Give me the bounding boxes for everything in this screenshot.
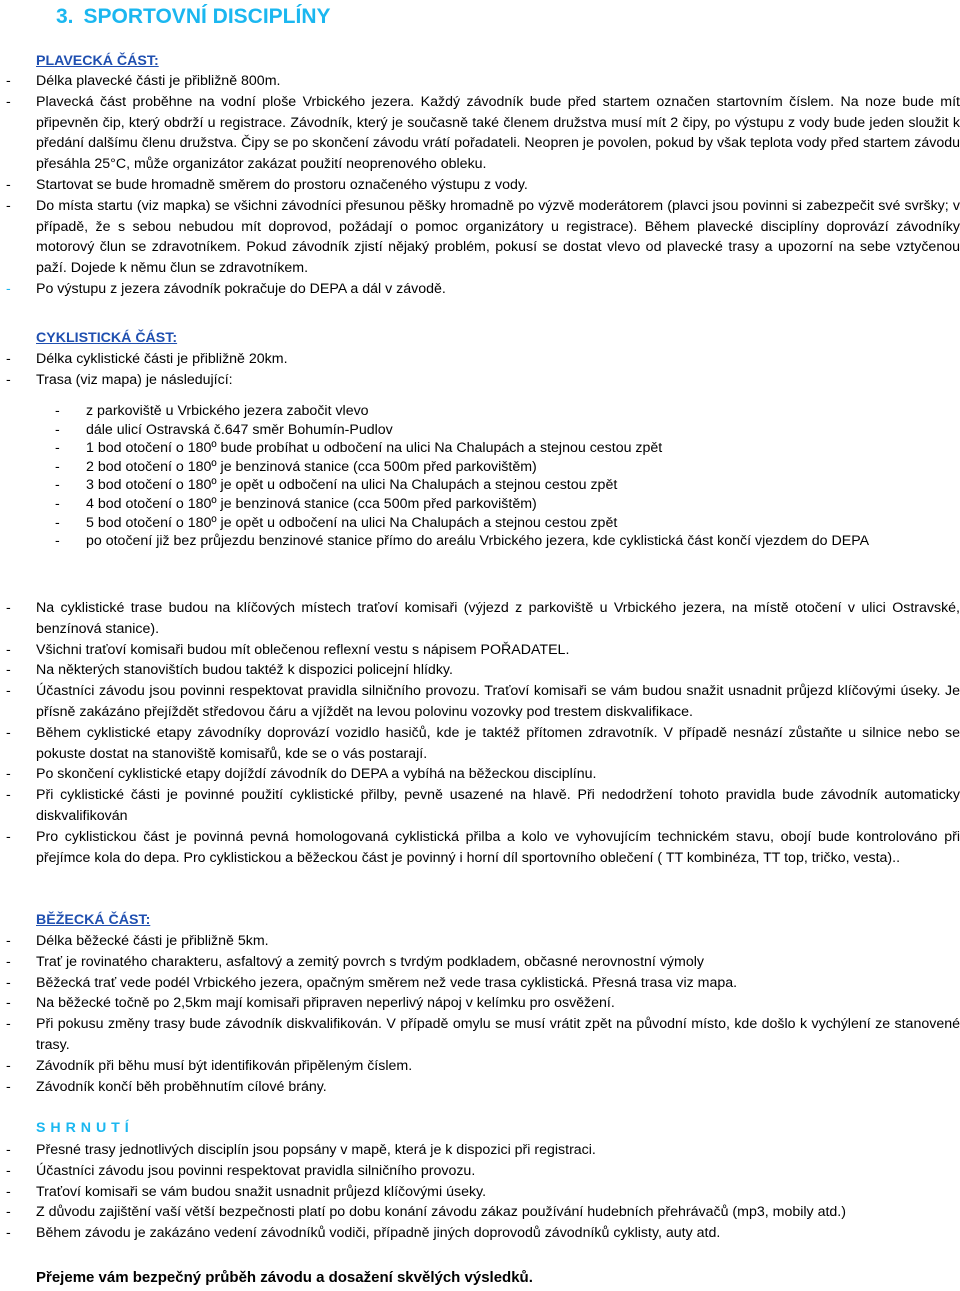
list-item: - Účastníci závodu jsou povinni respektovat pravidla silničního provozu. Traťoví komisaři se vám budou snažit usnadnit průjezd klíčovými úseky. Je přísně zakázáno přejíždět středovou čáru a vjíždět na levou polovinu vozovky pod trestem diskvalifikace. <box>0 681 960 723</box>
route-item: - dále ulicí Ostravská č.647 směr Bohumín-Pudlov <box>0 421 960 440</box>
list-item: - Délka cyklistické části je přibližně 20km. <box>0 349 960 370</box>
list-item: - Přesné trasy jednotlivých disciplín jsou popsány v mapě, která je k dispozici při registraci. <box>0 1140 960 1161</box>
section-number: 3. <box>56 5 74 28</box>
list-item: - Během závodu je zakázáno vedení závodníků vodiči, případně jiných doprovodů závodníků cyklisty, auty atd. <box>0 1223 960 1244</box>
swim-list <box>0 71 960 300</box>
list-item: - Na běžecké točně po 2,5km mají komisaři připraven neperlivý nápoj v kelímku pro osvěžení. <box>0 993 960 1014</box>
summary-list <box>0 1140 960 1244</box>
list-item: - Pro cyklistickou část je povinná pevná homologovaná cyklistická přilba a kolo ve vyhovujícím technickém stavu, obojí bude kontrolováno při přejímce kola do depa. Pro cyklistickou a běžeckou část je povinný i horní díl sportovního oblečení ( TT kombinéza, TT top, tričko, vesta).. <box>0 827 960 869</box>
run-list <box>0 931 960 1097</box>
list-item: - Trať je rovinatého charakteru, asfaltový a zemitý povrch s tvrdým podkladem, občasné nerovnostní výmoly <box>0 952 960 973</box>
list-item: - Běžecká trať vede podél Vrbického jezera, opačným směrem než vede trasa cyklistická. Přesná trasa viz mapa. <box>0 973 960 994</box>
summary-heading: S H R N U T Í <box>36 1120 130 1136</box>
list-item: - Do místa startu (viz mapka) se všichni závodníci přesunou pěšky hromadně po výzvě moderátorem (plavci jsou povinni si zabezpečit své svršky; v případě, že s sebou nebudou mít doprovod, požádají o pomoc organizátory u registrace). Během plavecké disciplíny doprovází závodníky motorový člun se zdravotníkem. Pokud závodník zjistí nějaký problém, pokusí se dostat vlevo od plavecké trasy a upozorní na sebe vztyčenou paží. Dojede k němu člun se zdravotníkem. <box>0 196 960 279</box>
route-item: - 5 bod otočení o 180º je opět u odbočení na ulici Na Chalupách a stejnou cestou zpět <box>0 514 960 533</box>
bike-route-list <box>0 402 960 551</box>
list-item: - Startovat se bude hromadně směrem do prostoru označeného výstupu z vody. <box>0 175 960 196</box>
list-item: - Při cyklistické části je povinné použití cyklistické přilby, pevně usazené na hlavě. Při nedodržení tohoto pravidla bude závodník automaticky diskvalifikován <box>0 785 960 827</box>
list-item: - Závodník při běhu musí být identifikován připěleným číslem. <box>0 1056 960 1077</box>
route-item: - 4 bod otočení o 180º je benzinová stanice (cca 500m před parkovištěm) <box>0 495 960 514</box>
list-item: - Při pokusu změny trasy bude závodník diskvalifikován. V případě omylu se musí vrátit zpět na původní místo, kde došlo k vychýlení ze stanovené trasy. <box>0 1014 960 1056</box>
list-item: - Účastníci závodu jsou povinni respektovat pravidla silničního provozu. <box>0 1161 960 1182</box>
run-heading: BĚŽECKÁ ČÁST: <box>36 912 151 928</box>
list-item: - Trasa (viz mapa) je následující: <box>0 370 960 391</box>
bike-intro-list <box>0 349 960 391</box>
list-item: - Závodník končí běh proběhnutím cílové brány. <box>0 1077 960 1098</box>
list-item: - Traťoví komisaři se vám budou snažit usnadnit průjezd klíčovými úseky. <box>0 1182 960 1203</box>
route-item: - z parkoviště u Vrbického jezera zabočit vlevo <box>0 402 960 421</box>
list-item: - Všichni traťoví komisaři budou mít oblečenou reflexní vestu s nápisem POŘADATEL. <box>0 640 960 661</box>
bike-rules-list <box>0 598 960 868</box>
swim-heading: PLAVECKÁ ČÁST: <box>36 53 159 69</box>
list-item: - Po skončení cyklistické etapy dojíždí závodník do DEPA a vybíhá na běžeckou disciplínu. <box>0 764 960 785</box>
list-item: - Z důvodu zajištění vaší větší bezpečnosti platí po dobu konání závodu zákaz používání hudebních přehrávačů (mp3, mobily atd.) <box>0 1202 960 1223</box>
section-title: SPORTOVNÍ DISCIPLÍNY <box>83 5 331 28</box>
list-item: - Po výstupu z jezera závodník pokračuje do DEPA a dál v závodě. <box>0 279 960 300</box>
list-item: - Na některých stanovištích budou taktéž k dispozici policejní hlídky. <box>0 660 960 681</box>
list-item: - Plavecká část proběhne na vodní ploše Vrbického jezera. Každý závodník bude před startem označen startovním číslem. Na noze bude mít připevněn čip, který obdrží u registrace. Závodník, který je současně také členem družstva musí mít 2 čipy, po výstupu z vody bude jeden sloužit k předání dalšímu členu družstva. Čipy se po skončení závodu vrátí pořadateli. Neopren je povolen, pokud by však teplota vody před startem závodu přesáhla 25°C, může organizátor zakázat použití neoprenového obleku. <box>0 92 960 175</box>
route-item: - 2 bod otočení o 180º je benzinová stanice (cca 500m před parkovištěm) <box>0 458 960 477</box>
route-item: - po otočení již bez průjezdu benzinové stanice přímo do areálu Vrbického jezera, kde cyklistická část končí vjezdem do DEPA <box>0 532 960 551</box>
list-item: - Délka běžecké části je přibližně 5km. <box>0 931 960 952</box>
route-item: - 3 bod otočení o 180º je opět u odbočení na ulici Na Chalupách a stejnou cestou zpět <box>0 476 960 495</box>
route-item: - 1 bod otočení o 180º bude probíhat u odbočení na ulici Na Chalupách a stejnou cestou zpět <box>0 439 960 458</box>
list-item: - Během cyklistické etapy závodníky doprovází vozidlo hasičů, kde je taktéž přítomen zdravotník. V případě nesnází zůstaňte u silnice nebo se pokuste dostat na stanoviště komisařů, kde se o vás postarají. <box>0 723 960 765</box>
page-title <box>56 4 331 30</box>
bike-heading: CYKLISTICKÁ ČÁST: <box>36 330 178 346</box>
closing-line: Přejeme vám bezpečný průběh závodu a dosažení skvělých výsledků. <box>36 1269 533 1286</box>
list-item: - Na cyklistické trase budou na klíčových místech traťoví komisaři (výjezd z parkoviště u Vrbického jezera, na místě otočení v ulici Ostravské, benzínová stanice). <box>0 598 960 640</box>
list-item: - Délka plavecké části je přibližně 800m. <box>0 71 960 92</box>
